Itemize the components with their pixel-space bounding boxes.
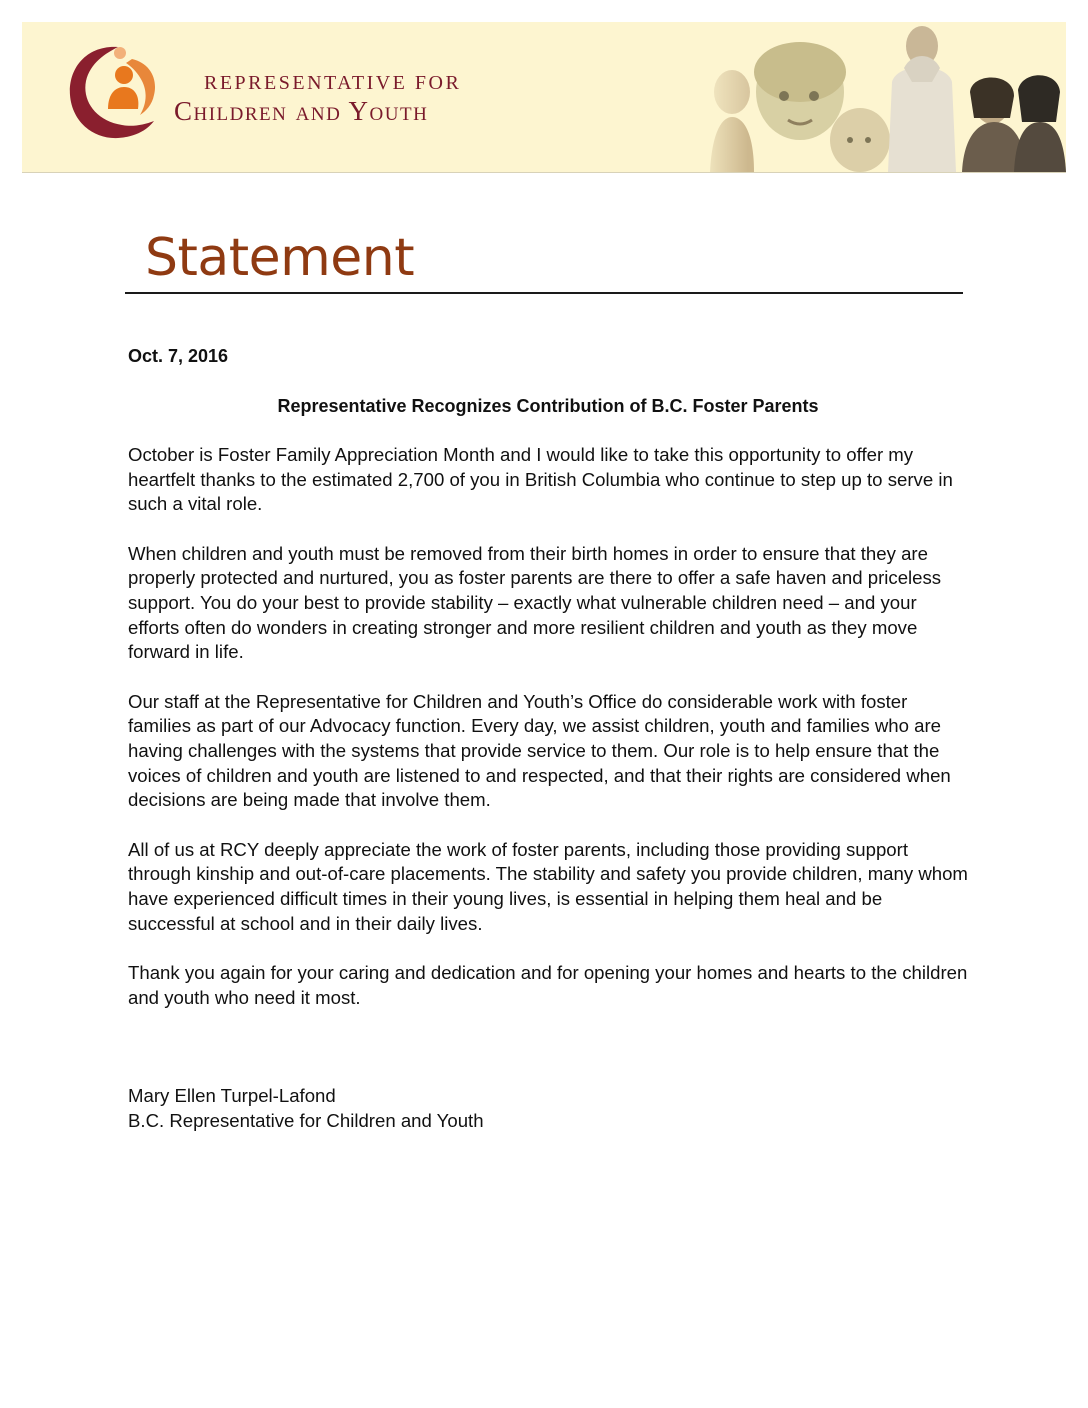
children-photo-collage [692,22,1066,172]
signature-block [128,1084,968,1133]
paragraph: October is Foster Family Appreciation Month and I would like to take this opportunity to offer my heartfelt thanks to the estimated 2,700 of you in British Columbia who continue to step up to serve in such a vital role. [128,444,953,515]
signature-name: Mary Ellen Turpel-Lafond [128,1085,336,1107]
rcy-logo-icon [66,39,158,143]
statement-date: Oct. 7, 2016 [128,346,229,366]
statement-title: Representative Recognizes Contribution of B.C. Foster Parents [277,396,819,416]
org-name-line2: Children and Youth [174,96,429,126]
document-heading: Statement [145,228,415,288]
org-name-line1: REPRESENTATIVE FOR [204,72,462,94]
header-banner [22,22,1066,173]
paragraph: All of us at RCY deeply appreciate the work of foster parents, including those providing support through kinship and out-of-care placements. The stability and safety you provide children, many whom have experienced difficult times in their young lives, is essential in helping them heal and be successful at school and in their daily lives. [128,838,968,934]
statement-body [128,344,968,1133]
paragraph: Our staff at the Representative for Children and Youth’s Office do considerable work with foster families as part of our Advocacy function. Every day, we assist children, youth and families who are having challenges with the systems that provide service to them. Our role is to help ensure that the voices of children and youth are listened to and respected, and that their rights are considered when decisions are being made that involve them. [128,690,951,811]
signature-title: B.C. Representative for Children and Youth [128,1109,484,1131]
paragraph: Thank you again for your caring and dedication and for opening your homes and hearts to the children and youth who need it most. [128,962,968,1008]
heading-divider [125,292,963,294]
paragraph: When children and youth must be removed from their birth homes in order to ensure that they are properly protected and nurtured, you as foster parents are there to offer a safe haven and priceless support. You do your best to provide stability – exactly what vulnerable children need – and your efforts often do wonders in creating stronger and more resilient children and youth as they move forward in life. [128,542,942,663]
